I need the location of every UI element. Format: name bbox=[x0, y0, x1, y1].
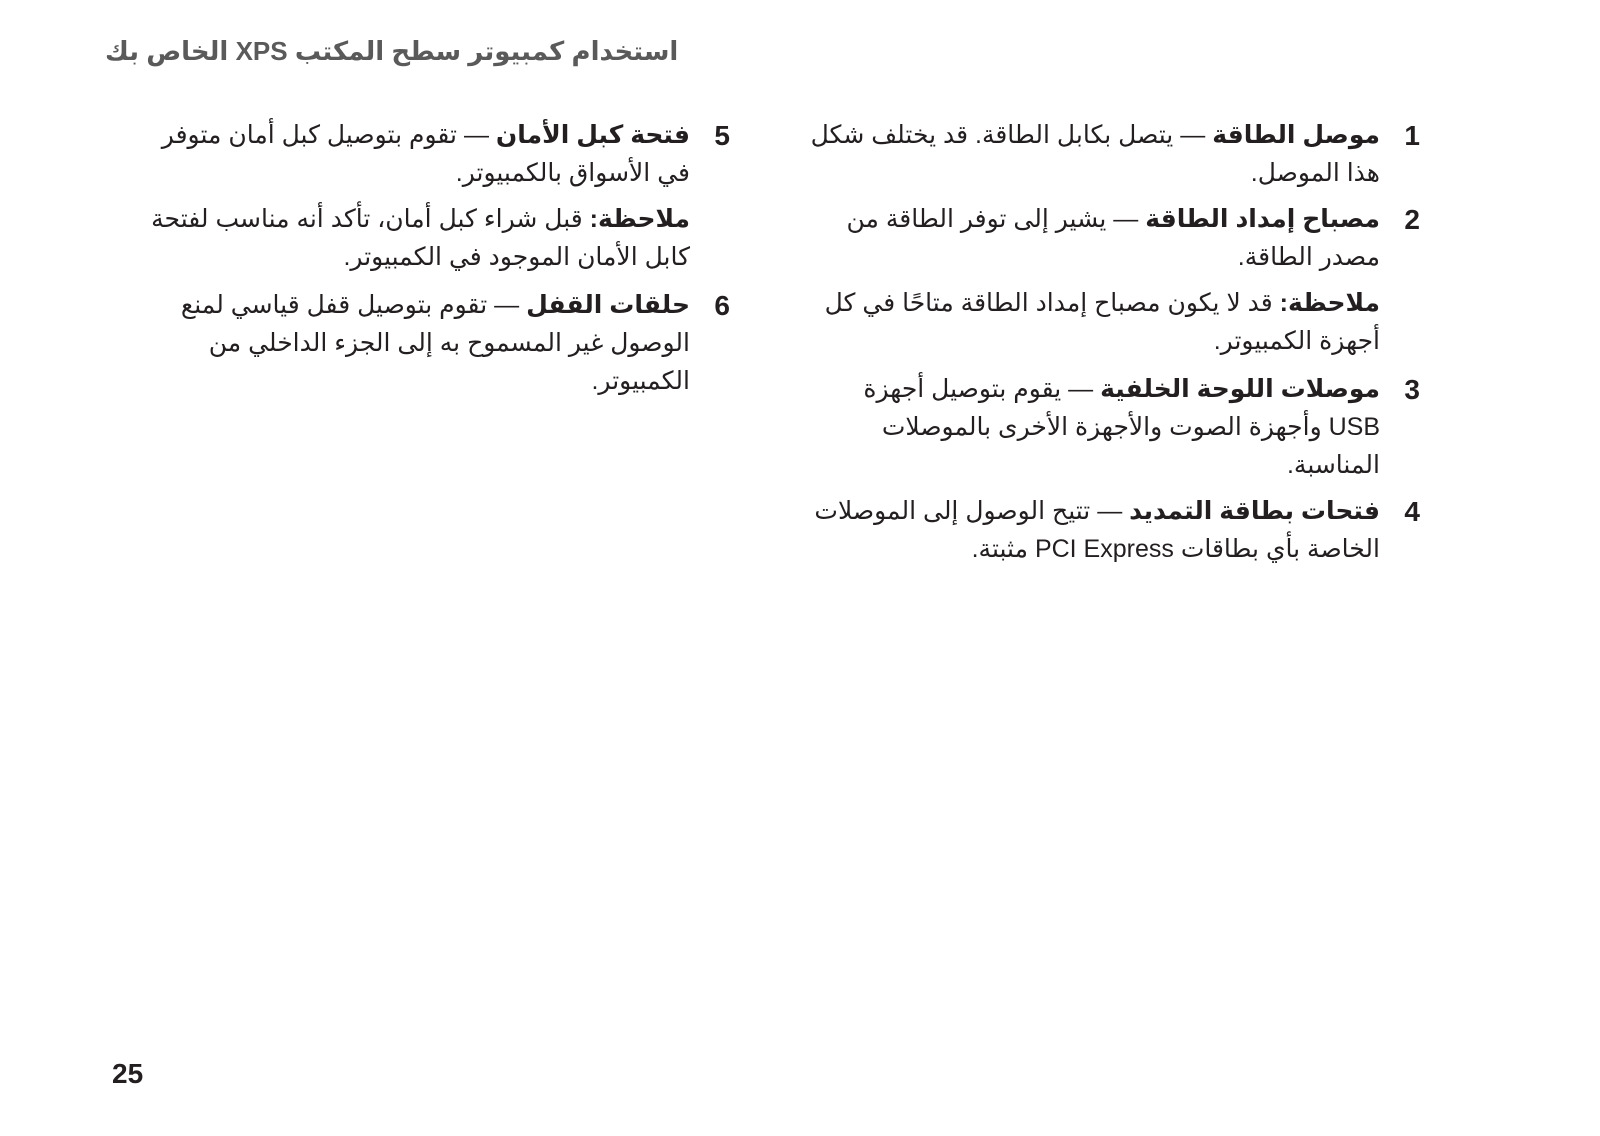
item-term: موصلات اللوحة الخلفية bbox=[1100, 375, 1380, 403]
item-paragraph bbox=[810, 370, 1380, 484]
note-text: قبل شراء كبل أمان، تأكد أنه مناسب لفتحة كابل الأمان الموجود في الكمبيوتر. bbox=[151, 205, 690, 271]
note-text: قد لا يكون مصباح إمداد الطاقة متاحًا في كل أجهزة الكمبيوتر. bbox=[824, 289, 1380, 355]
item-number: 5 bbox=[714, 120, 730, 151]
item-term: حلقات القفل bbox=[526, 291, 690, 319]
item-paragraph bbox=[810, 116, 1380, 192]
list-item-5 bbox=[140, 116, 730, 276]
item-term: مصباح إمداد الطاقة bbox=[1145, 205, 1380, 233]
list-item-2 bbox=[810, 200, 1420, 360]
note-label: ملاحظة: bbox=[589, 205, 690, 233]
item-term: فتحات بطاقة التمديد bbox=[1129, 497, 1380, 525]
list-item-6 bbox=[140, 286, 730, 400]
item-paragraph bbox=[810, 200, 1380, 276]
item-number: 3 bbox=[1404, 374, 1420, 405]
note-security-cable bbox=[140, 200, 690, 276]
item-dash: — bbox=[1061, 375, 1101, 403]
item-number: 4 bbox=[1404, 496, 1420, 527]
list-item-4 bbox=[810, 492, 1420, 568]
item-paragraph bbox=[140, 286, 690, 400]
item-dash: — bbox=[1173, 121, 1213, 149]
list-item-1 bbox=[810, 116, 1420, 192]
item-paragraph bbox=[140, 116, 690, 192]
item-description: يقوم بتوصيل أجهزة USB وأجهزة الصوت والأجهزة الأخرى بالموصلات المناسبة. bbox=[863, 375, 1380, 479]
item-description: يشير إلى توفر الطاقة من مصدر الطاقة. bbox=[846, 205, 1380, 271]
item-number: 2 bbox=[1404, 204, 1420, 235]
item-dash: — bbox=[487, 291, 527, 319]
note-label: ملاحظة: bbox=[1279, 289, 1380, 317]
note-power-light bbox=[810, 284, 1380, 360]
item-description: تتيح الوصول إلى الموصلات الخاصة بأي بطاقات PCI Express مثبتة. bbox=[814, 497, 1380, 563]
item-description: تقوم بتوصيل كبل أمان متوفر في الأسواق بالكمبيوتر. bbox=[161, 121, 690, 187]
item-dash: — bbox=[457, 121, 496, 149]
item-term: موصل الطاقة bbox=[1212, 121, 1380, 149]
right-column bbox=[810, 116, 1420, 576]
item-term: فتحة كبل الأمان bbox=[495, 121, 690, 149]
item-number: 6 bbox=[714, 290, 730, 321]
item-number: 1 bbox=[1404, 120, 1420, 151]
item-paragraph bbox=[810, 492, 1380, 568]
page-header-title: استخدام كمبيوتر سطح المكتب XPS الخاص بك bbox=[105, 36, 679, 66]
page-number: 25 bbox=[112, 1058, 144, 1089]
item-dash: — bbox=[1090, 497, 1130, 525]
item-description: تقوم بتوصيل قفل قياسي لمنع الوصول غير المسموح به إلى الجزء الداخلي من الكمبيوتر. bbox=[180, 291, 690, 395]
item-dash: — bbox=[1106, 205, 1146, 233]
list-item-3 bbox=[810, 370, 1420, 484]
item-description: يتصل بكابل الطاقة. قد يختلف شكل هذا الموصل. bbox=[810, 121, 1380, 187]
left-column bbox=[140, 116, 730, 408]
